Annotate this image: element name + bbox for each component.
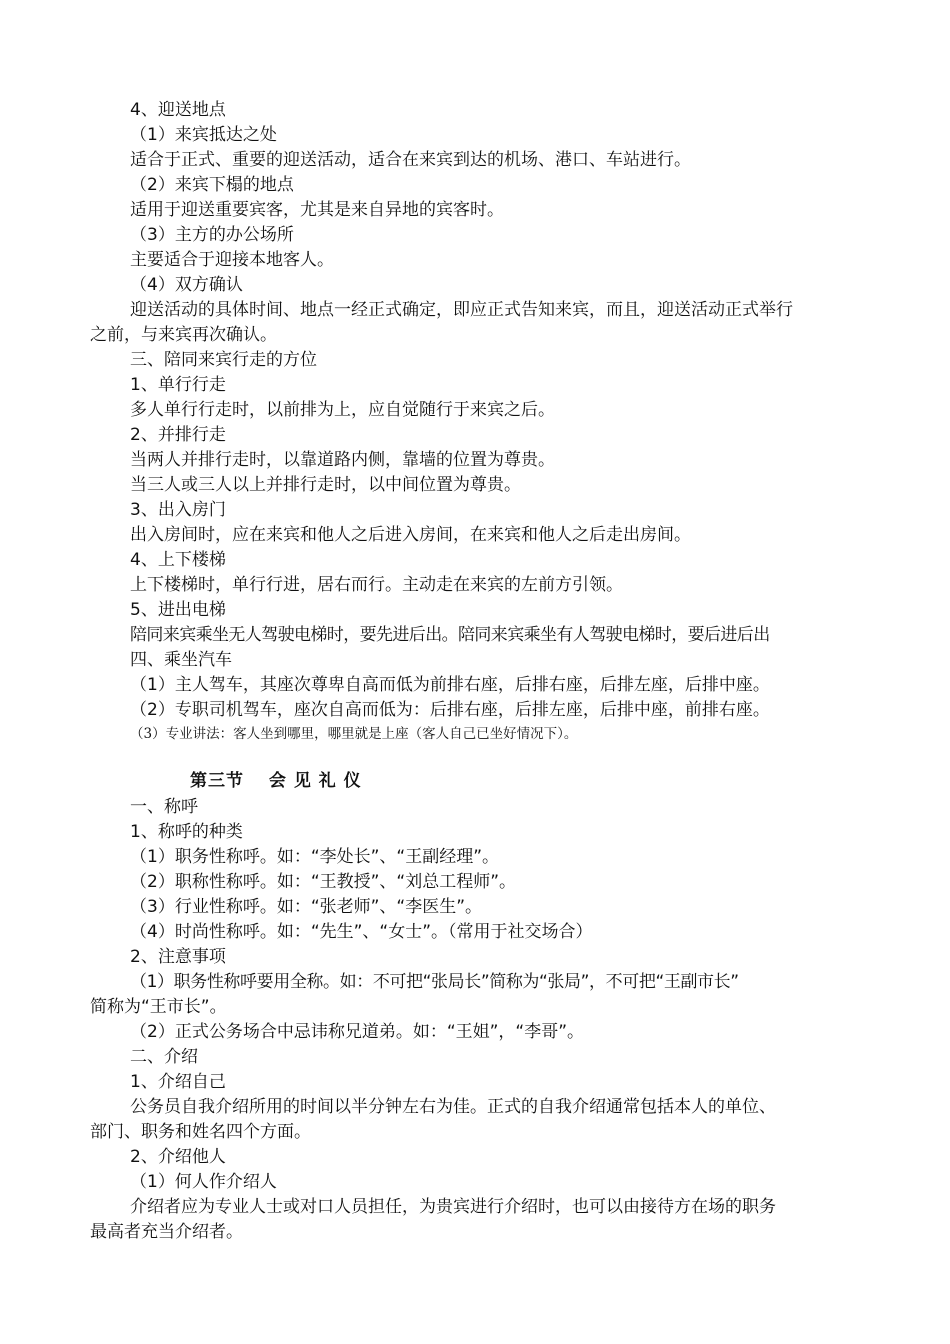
subheading-intro-others: 2、介绍他人 — [130, 1147, 226, 1167]
subheading-confirmation: （4）双方确认 — [130, 275, 243, 295]
list-item: （1）职务性称呼要用全称。如：不可把“张局长”简称为“张局”，不可把“王副市长” — [130, 972, 739, 992]
subheading-arrival-place: （1）来宾抵达之处 — [130, 125, 277, 145]
section-heading-walking: 三、陪同来宾行走的方位 — [130, 350, 317, 370]
list-item: （3）专业讲法：客人坐到哪里，哪里就是上座（客人自己已坐好情况下）。 — [130, 726, 578, 742]
subheading-lodging-place: （2）来宾下榻的地点 — [130, 175, 294, 195]
list-item: （3）行业性称呼。如：“张老师”、“李医生”。 — [130, 897, 483, 917]
paragraph-line: 多人单行行走时，以前排为上，应自觉随行于来宾之后。 — [130, 400, 555, 420]
subheading-office-place: （3）主方的办公场所 — [130, 225, 294, 245]
chapter-heading: 第三节 会 见 礼 仪 — [190, 771, 362, 791]
list-item-continuation: 简称为“王市长”。 — [90, 997, 227, 1017]
paragraph-line: 最高者充当介绍者。 — [90, 1222, 243, 1242]
subheading-stairs: 4、上下楼梯 — [130, 550, 226, 570]
paragraph-line: 当三人或三人以上并排行走时，以中间位置为尊贵。 — [130, 475, 521, 495]
section-heading-introduction: 二、介绍 — [130, 1047, 198, 1067]
paragraph-line: 适用于迎送重要宾客，尤其是来自异地的宾客时。 — [130, 200, 504, 220]
list-item: （1）主人驾车，其座次尊卑自高而低为前排右座，后排右座，后排左座，后排中座。 — [130, 675, 770, 695]
paragraph-line: 出入房间时，应在来宾和他人之后进入房间，在来宾和他人之后走出房间。 — [130, 525, 691, 545]
subheading-single-file: 1、单行行走 — [130, 375, 226, 395]
subheading-introducer: （1）何人作介绍人 — [130, 1172, 277, 1192]
paragraph-line: 适合于正式、重要的迎送活动，适合在来宾到达的机场、港口、车站进行。 — [130, 150, 691, 170]
paragraph-line: 介绍者应为专业人士或对口人员担任，为贵宾进行介绍时，也可以由接待方在场的职务 — [130, 1197, 776, 1217]
list-item: （2）专职司机驾车，座次自高而低为：后排右座，后排左座，后排中座，前排右座。 — [130, 700, 770, 720]
subheading-elevator: 5、进出电梯 — [130, 600, 226, 620]
paragraph-line: 主要适合于迎接本地客人。 — [130, 250, 334, 270]
section-heading-car: 四、乘坐汽车 — [130, 650, 232, 670]
subheading-address-types: 1、称呼的种类 — [130, 822, 243, 842]
paragraph-line: 公务员自我介绍所用的时间以半分钟左右为佳。正式的自我介绍通常包括本人的单位、 — [130, 1097, 776, 1117]
list-item: （4）时尚性称呼。如：“先生”、“女士”。（常用于社交场合） — [130, 922, 593, 942]
list-item: （2）职称性称呼。如：“王教授”、“刘总工程师”。 — [130, 872, 517, 892]
subheading-notes: 2、注意事项 — [130, 947, 226, 967]
paragraph-line: 陪同来宾乘坐无人驾驶电梯时，要先进后出。陪同来宾乘坐有人驾驶电梯时，要后进后出 — [130, 625, 770, 645]
paragraph-line: 当两人并排行走时，以靠道路内侧，靠墙的位置为尊贵。 — [130, 450, 555, 470]
subheading-self-intro: 1、介绍自己 — [130, 1072, 226, 1092]
paragraph-line: 之前，与来宾再次确认。 — [90, 325, 277, 345]
section-heading-address: 一、称呼 — [130, 797, 198, 817]
paragraph-line: 迎送活动的具体时间、地点一经正式确定，即应正式告知来宾，而且，迎送活动正式举行 — [130, 300, 793, 320]
list-item: （1）职务性称呼。如：“李处长”、“王副经理”。 — [130, 847, 500, 867]
subheading-doors: 3、出入房门 — [130, 500, 226, 520]
paragraph-line: 上下楼梯时，单行行进，居右而行。主动走在来宾的左前方引领。 — [130, 575, 623, 595]
subheading-side-by-side: 2、并排行走 — [130, 425, 226, 445]
heading-pickup-location: 4、迎送地点 — [130, 100, 226, 120]
list-item: （2）正式公务场合中忌讳称兄道弟。如：“王姐”，“李哥”。 — [130, 1022, 585, 1042]
paragraph-line: 部门、职务和姓名四个方面。 — [90, 1122, 311, 1142]
